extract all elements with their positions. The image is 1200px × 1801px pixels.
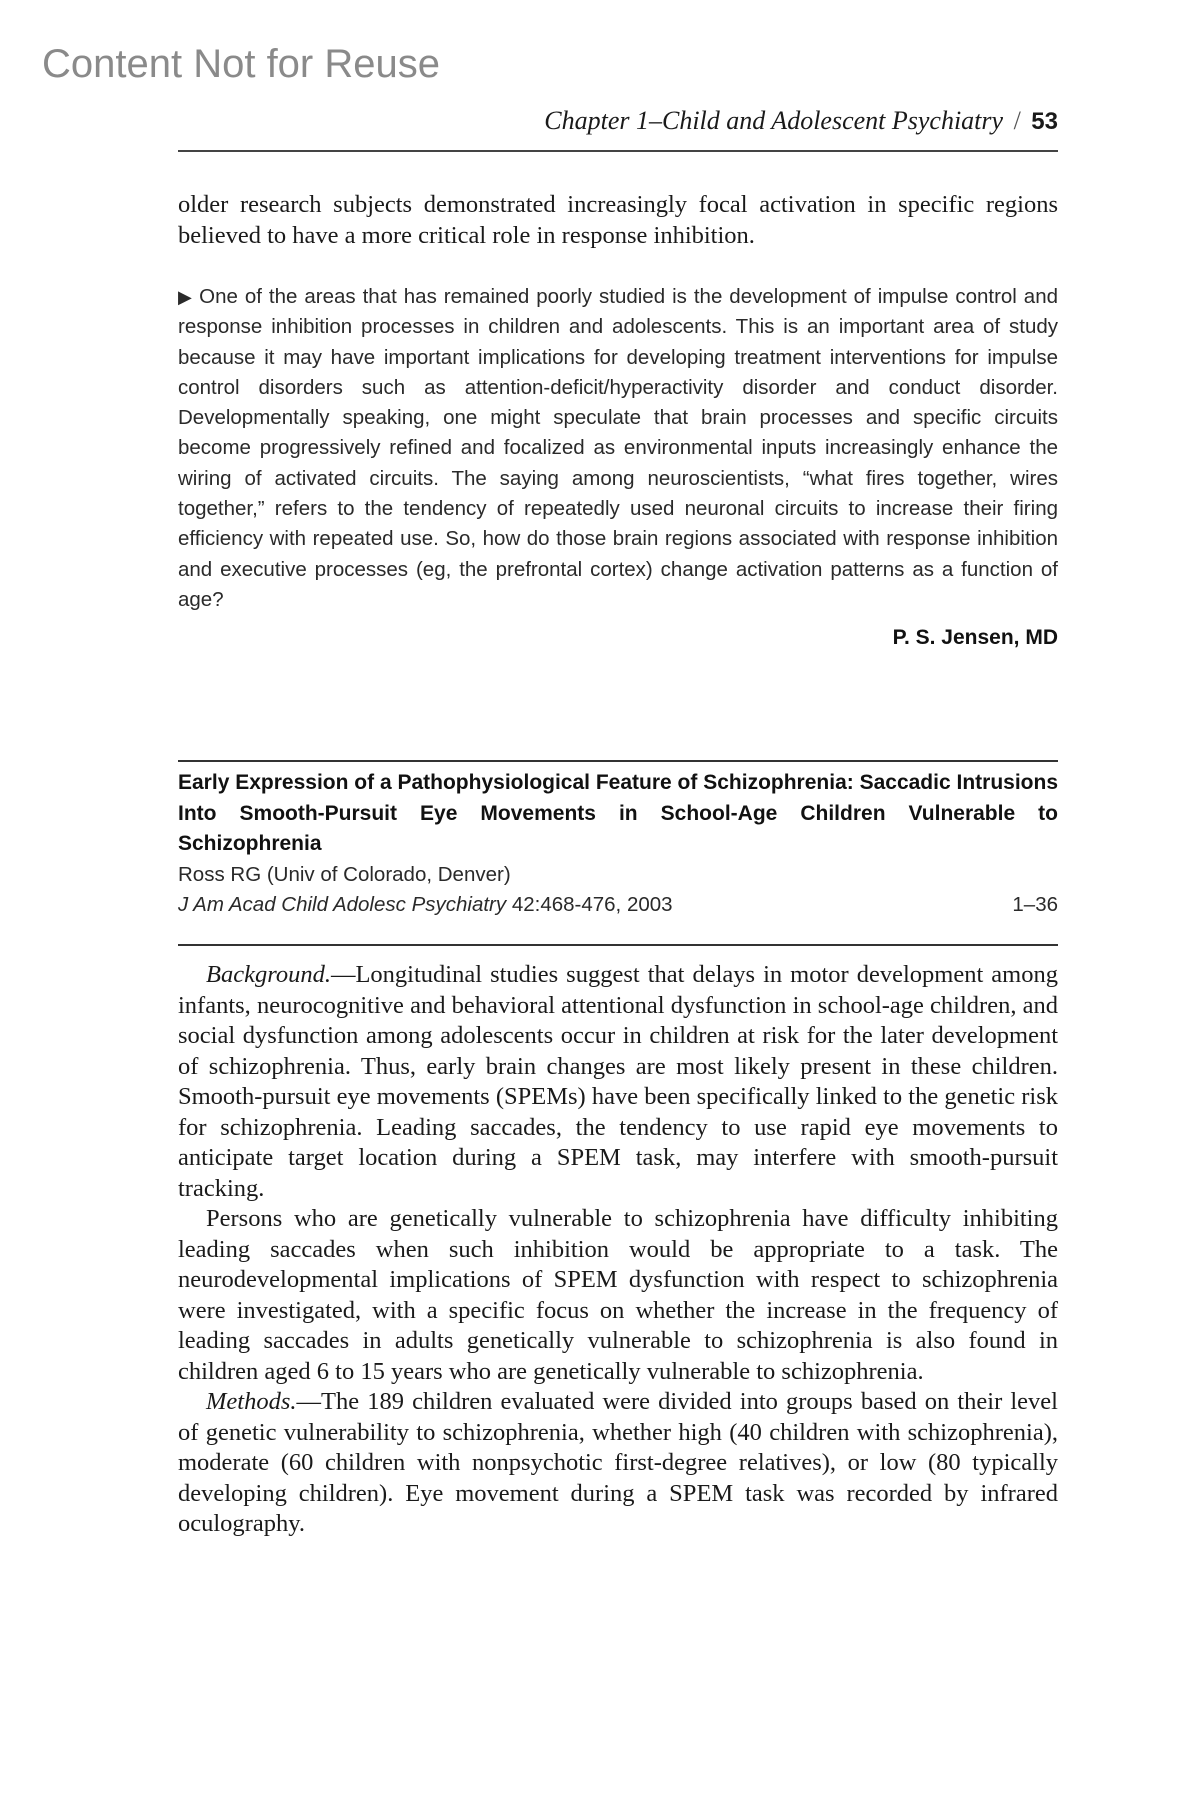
editor-comment bbox=[178, 282, 1058, 654]
article-top-rule bbox=[178, 760, 1058, 762]
header-rule bbox=[178, 150, 1058, 152]
methods-paragraph bbox=[178, 1387, 1058, 1540]
article-ref-id: 1–36 bbox=[1012, 892, 1058, 916]
comment-text: One of the areas that has remained poorly studied is the development of impulse control and response inhibition processes in children and adolescents. This is an important area of study because it may have important implications for developing treatment interventions for impulse control disorders such as attention-deficit/hyperactivity disorder and conduct disorder. Developmentally speaking, one might speculate that brain processes and specific circuits become progressively refined and focalized as environmental inputs increasingly enhance the wiring of activated circuits. The saying among neuroscientists, “what fires together, wires together,” refers to the tendency of repeatedly used neuronal circuits to increase their firing efficiency with repeated use. So, how do those brain regions associated with response inhibition and executive processes (eg, the prefrontal cortex) change activation patterns as a function of age? bbox=[178, 285, 1059, 611]
article-authors: Ross RG (Univ of Colorado, Denver) bbox=[178, 862, 511, 886]
citation-details: 42:468-476, 2003 bbox=[506, 892, 673, 916]
running-header bbox=[178, 106, 1058, 136]
play-arrow-icon: ▶ bbox=[178, 287, 194, 307]
chapter-title: Chapter 1–Child and Adolescent Psychiatry bbox=[544, 106, 1004, 135]
background-label: Background. bbox=[206, 961, 331, 988]
journal-name: J Am Acad Child Adolesc Psychiatry bbox=[178, 892, 507, 916]
methods-label: Methods. bbox=[206, 1388, 297, 1415]
background-text: —Longitudinal studies suggest that delays in motor development among infants, neurocognitive and behavioral attentional dysfunction in school-age children, and social dysfunction among adolescents occur in children at risk for the later development of schizophrenia. Thus, early brain changes are most likely present in these children. Smooth-pursuit eye movements (SPEMs) have been specifically linked to the genetic risk for schizophrenia. Leading saccades, the tendency to use rapid eye movements to anticipate target location during a SPEM task, may interfere with smooth-pursuit tracking. bbox=[178, 961, 1058, 1202]
watermark: Content Not for Reuse bbox=[42, 42, 440, 86]
background-paragraph bbox=[178, 960, 1058, 1204]
abstract bbox=[178, 960, 1058, 1540]
article-header bbox=[178, 768, 1058, 920]
methods-text: —The 189 children evaluated were divided into groups based on their level of genetic vulnerability to schizophrenia, whether high (40 children with schizophrenia), moderate (60 children with nonpsychotic first-degree relatives), or low (80 typically developing children). Eye movement during a SPEM task was recorded by infrared oculography. bbox=[178, 1388, 1058, 1537]
article-citation bbox=[178, 890, 673, 920]
article-bottom-rule bbox=[178, 944, 1058, 946]
comment-author: P. S. Jensen, MD bbox=[892, 626, 1058, 650]
background-paragraph-2: Persons who are genetically vulnerable to schizophrenia have difficulty inhibiting leading saccades when such inhibition would be appropriate to a task. The neurodevelopmental implications of SPEM dysfunction with respect to schizophrenia were investigated, with a specific focus on whether the increase in the frequency of leading saccades in adults genetically vulnerable to schizophrenia is also found in children aged 6 to 15 years who are genetically vulnerable to schizophrenia. bbox=[178, 1205, 1058, 1385]
intro-paragraph: older research subjects demonstrated increasingly focal activation in specific regions believed to have a more critical role in response inhibition. bbox=[178, 191, 1058, 249]
page-number: 53 bbox=[1031, 108, 1058, 135]
article-citation-row bbox=[178, 890, 1058, 920]
article-title: Early Expression of a Pathophysiological Feature of Schizophrenia: Saccadic Intrusions Into Smooth-Pursuit Eye Movements in School-Age Children Vulnerable to Schizophrenia bbox=[178, 771, 1058, 855]
comment-paragraph bbox=[178, 282, 1058, 615]
header-separator: / bbox=[1013, 106, 1021, 135]
